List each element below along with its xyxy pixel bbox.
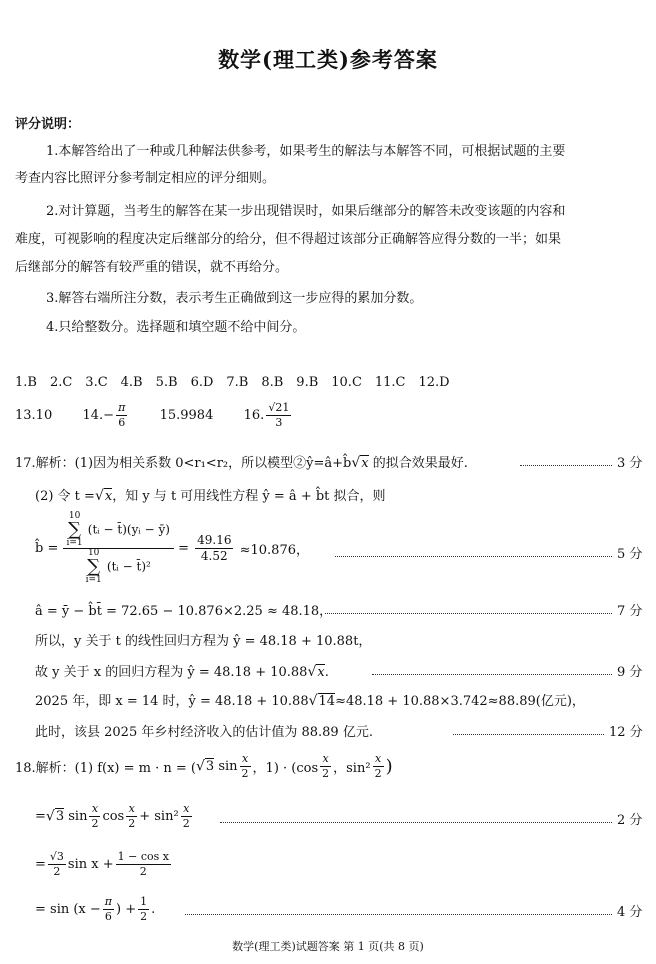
q18-line-3: = $\frac{√3}{2}$ sin x + $\frac{\text{1 − cos x}}{2}$	[35, 850, 169, 878]
q17-a-hat: â = ȳ − b̂t̄ = 72.65 − 10.876×2.25 ≈ 48.18，	[35, 604, 333, 619]
note-1a: 1.本解答给出了一种或几种解法供参考，如果考生的解法与本解答不同，可根据试题的主要	[46, 144, 566, 159]
answer-15: 15.9984	[159, 407, 214, 423]
q18-line-4: = sin (x − $\frac{\pi}{6}$ ) + $\frac{1}{2}$ .	[35, 895, 156, 923]
note-2b: 难度，可视影响的程度决定后继部分的给分，但不得超过该部分正确解答应得分数的一半；如果	[15, 232, 562, 247]
q17-score-5: 5 分	[617, 547, 643, 562]
q18-score-4: 4 分	[617, 905, 643, 920]
note-3: 3.解答右端所注分数，表示考生正确做到这一步应得的累加分数。	[46, 291, 423, 306]
q18-line-2: =√3 sin $\frac{x}{2}$ cos $\frac{x}{2}$ + sin² $\frac{x}{2}$	[35, 802, 190, 830]
q17-line-1: 17.解析：(1)因为相关系数 0<r₁<r₂，所以模型②ŷ=â+b̂√x 的拟合效果最好.	[15, 455, 468, 471]
choice-answers: 1.B 2.C 3.C 4.B 5.B 6.D 7.B 8.B 9.B 10.C 11.C 12.D	[15, 375, 450, 390]
q17-score-7: 7 分	[617, 604, 643, 619]
q17-line-6: 故 y 关于 x 的回归方程为 ŷ = 48.18 + 10.88√x.	[35, 664, 329, 680]
q17-b-hat: b̂ = 10 ∑ i=1 (tᵢ − t̄)(yᵢ − ȳ) 10 ∑ i=1 (tᵢ − t̄)² = $\frac{49.16}{4.52}$ ≈10.876，	[35, 511, 309, 585]
answer-16: 16. $\frac{√21}{3}$	[243, 401, 290, 429]
note-1b: 考查内容比照评分参考制定相应的评分细则。	[15, 171, 276, 186]
note-2a: 2.对计算题，当考生的解答在某一步出现错误时，如果后继部分的解答未改变该题的内容和	[46, 204, 566, 219]
page-title: 数学(理工类)参考答案	[218, 47, 438, 72]
answer-13: 13.10	[15, 407, 53, 423]
note-4: 4.只给整数分。选择题和填空题不给中间分。	[46, 320, 306, 335]
q17-score-12: 12 分	[609, 725, 643, 740]
q17-score-9: 9 分	[617, 665, 643, 680]
q17-line-7: 2025 年，即 x = 14 时，ŷ = 48.18 + 10.88√14≈48.18 + 10.88×3.742≈88.89(亿元)，	[35, 693, 585, 709]
q17-score-3: 3 分	[617, 456, 643, 471]
page-footer: 数学(理工类)试题答案 第 1 页(共 8 页)	[232, 940, 424, 953]
fill-answers	[15, 401, 293, 430]
answer-14: 14.− $\frac{\pi}{6}$	[82, 401, 126, 429]
q18-score-2: 2 分	[617, 813, 643, 828]
q18-line-1: 18.解析：(1) f(x) = m · n = (√3 sin $\frac{x}{2}$ ，1) · (cos $\frac{x}{2}$ ，sin² $\frac{x}{2}$ )	[15, 752, 393, 780]
note-2c: 后继部分的解答有较严重的错误，就不再给分。	[15, 260, 289, 275]
q17-line-8: 此时，该县 2025 年乡村经济收入的估计值为 88.89 亿元.	[35, 725, 373, 740]
notes-heading: 评分说明：	[15, 117, 81, 132]
q17-line-2: (2) 令 t =√x，知 y 与 t 可用线性方程 ŷ = â + b̂t 拟合，则	[35, 488, 386, 504]
q17-line-5: 所以，y 关于 t 的线性回归方程为 ŷ = 48.18 + 10.88t，	[35, 634, 372, 649]
